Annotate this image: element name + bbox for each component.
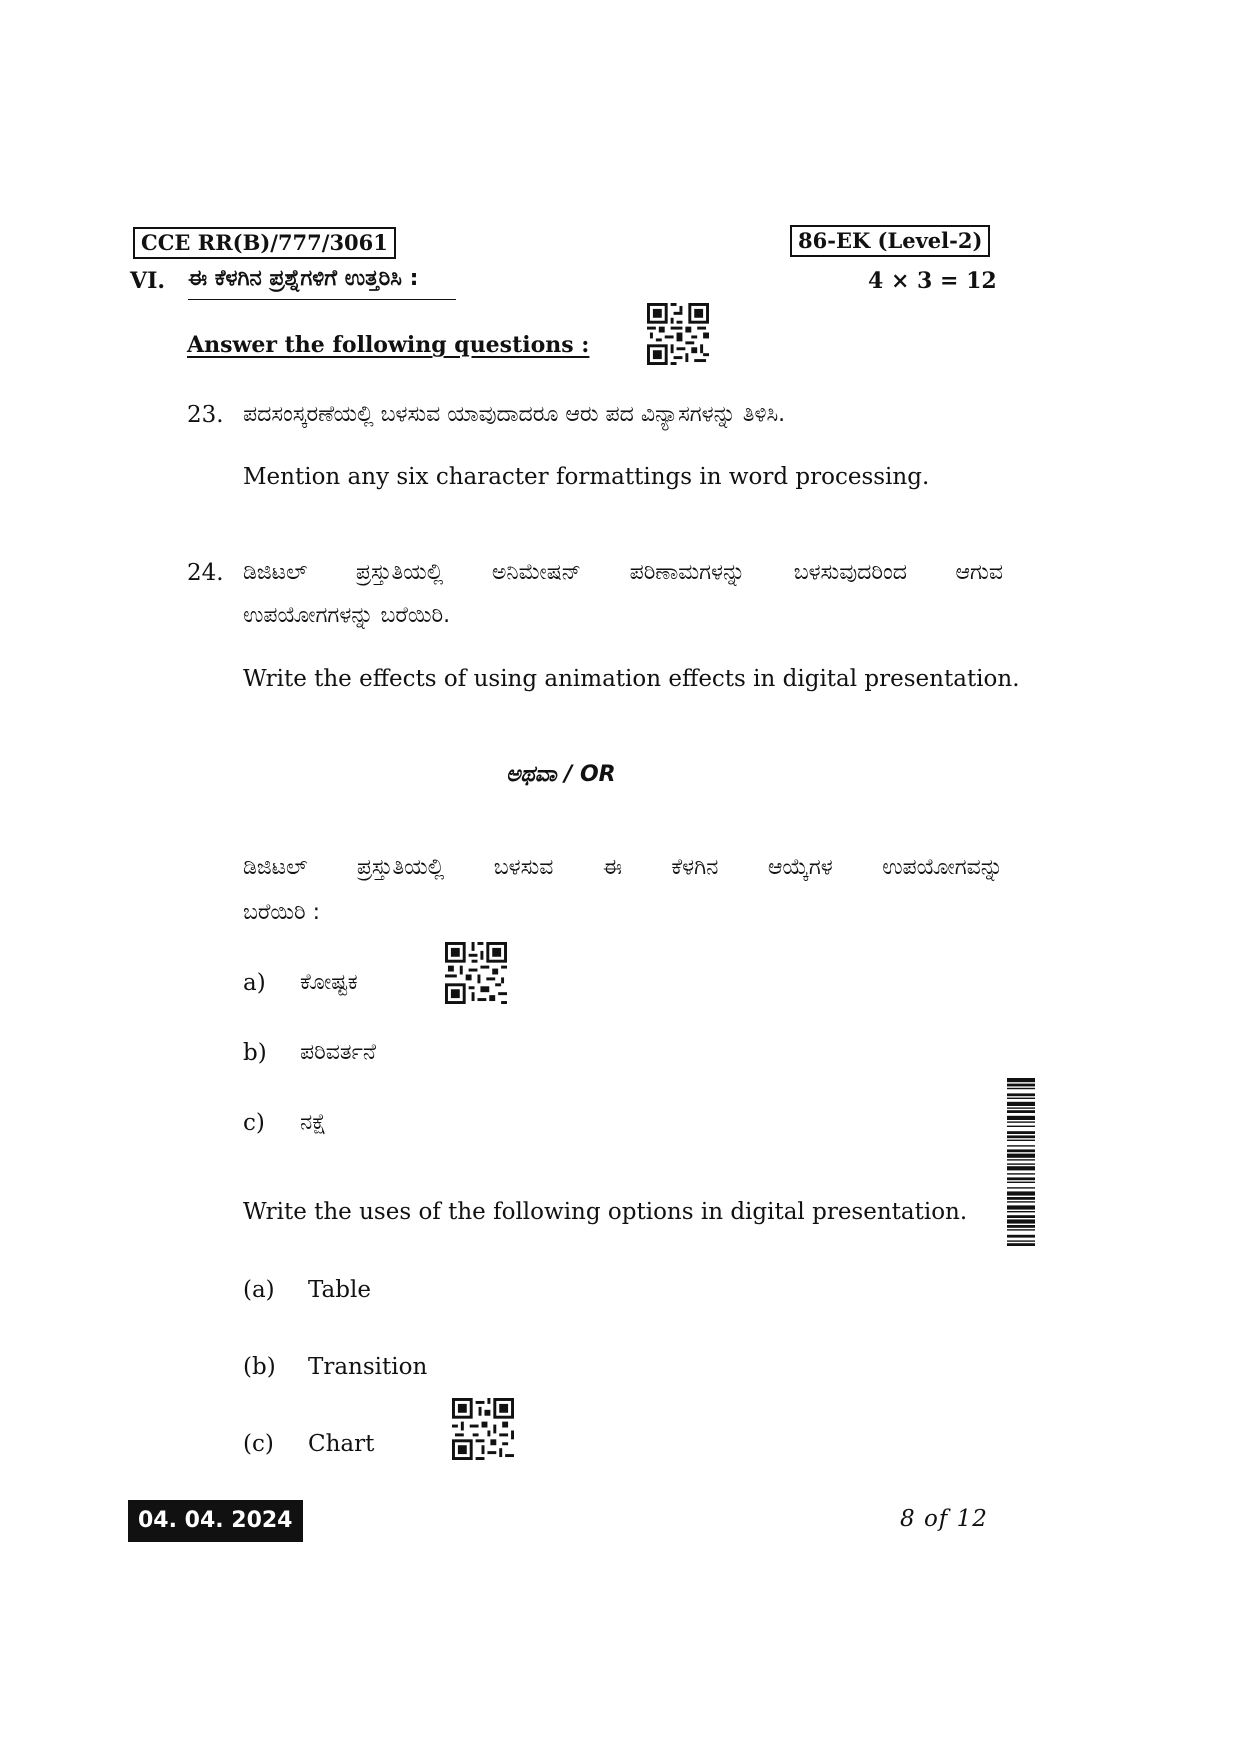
section-title-kn: ಈ ಕೆಳಗಿನ ಪ್ರಶ್ನೆಗಳಿಗೆ ಉತ್ತರಿಸಿ : — [188, 266, 456, 300]
question-text-en: Write the effects of using animation effects in digital presentation. — [243, 666, 1020, 692]
option-label: (b) — [243, 1354, 276, 1380]
word: ಆಯ್ಕೆಗಳ — [767, 855, 833, 880]
exam-date: 04. 04. 2024 — [128, 1500, 303, 1542]
question-text-kn-line2: ಉಪಯೋಗಗಳನ್ನು ಬರೆಯಿರಿ. — [243, 603, 451, 628]
question-text-kn-line1 — [243, 560, 1003, 585]
alt-text-kn-line2: ಬರೆಯಿರಿ : — [243, 900, 321, 925]
word: ಬಳಸುವ — [493, 855, 554, 880]
or-separator: ಅಥವಾ / OR — [506, 762, 616, 787]
section-number: VI. — [130, 268, 166, 294]
word: ಬಳಸುವುದರಿಂದ — [793, 560, 907, 585]
option-text-en: Table — [308, 1277, 371, 1303]
alt-text-kn-line1 — [243, 855, 1003, 880]
barcode-icon — [1007, 1078, 1035, 1346]
paper-code: CCE RR(B)/777/3061 — [133, 227, 396, 259]
question-text-kn: ಪದಸಂಸ್ಕರಣೆಯಲ್ಲಿ ಬಳಸುವ ಯಾವುದಾದರೂ ಆರು ಪದ ವಿನ್ಯಾಸಗಳನ್ನು ತಿಳಿಸಿ. — [243, 402, 786, 427]
alt-text-en: Write the uses of the following options in digital presentation. — [243, 1199, 968, 1225]
word: ಡಿಜಿಟಲ್ — [243, 560, 308, 585]
page-number: 8 of 12 — [900, 1506, 988, 1532]
option-text-kn: ನಕ್ಷೆ — [300, 1110, 327, 1135]
word: ಪ್ರಸ್ತುತಿಯಲ್ಲಿ — [356, 855, 445, 880]
word: ಪ್ರಸ್ತುತಿಯಲ್ಲಿ — [355, 560, 444, 585]
qr-code-icon — [647, 303, 709, 365]
option-label: b) — [243, 1040, 267, 1066]
question-text-en: Mention any six character formattings in word processing. — [243, 464, 930, 490]
word: ಈ — [602, 855, 622, 880]
word: ಆಗುವ — [955, 560, 1003, 585]
word: ಅನಿಮೇಷನ್ — [491, 560, 582, 585]
option-label: a) — [243, 970, 266, 996]
question-number: 24. — [187, 560, 224, 586]
subject-code: 86-EK (Level-2) — [790, 225, 990, 257]
option-text-en: Chart — [308, 1431, 375, 1457]
option-label: (a) — [243, 1277, 275, 1303]
section-marks: 4 × 3 = 12 — [868, 268, 997, 294]
question-number: 23. — [187, 402, 224, 428]
option-text-en: Transition — [308, 1354, 428, 1380]
option-label: c) — [243, 1110, 265, 1136]
section-title-en: Answer the following questions : — [187, 332, 590, 358]
word: ಉಪಯೋಗವನ್ನು — [882, 855, 1003, 880]
word: ಡಿಜಿಟಲ್ — [243, 855, 308, 880]
qr-code-icon — [445, 942, 507, 1004]
qr-code-icon — [452, 1398, 514, 1460]
option-label: (c) — [243, 1431, 274, 1457]
option-text-kn: ಕೋಷ್ಟಕ — [300, 970, 358, 995]
word: ಪರಿಣಾಮಗಳನ್ನು — [629, 560, 746, 585]
option-text-kn: ಪರಿವರ್ತನೆ — [300, 1040, 377, 1065]
word: ಕೆಳಗಿನ — [671, 855, 719, 880]
